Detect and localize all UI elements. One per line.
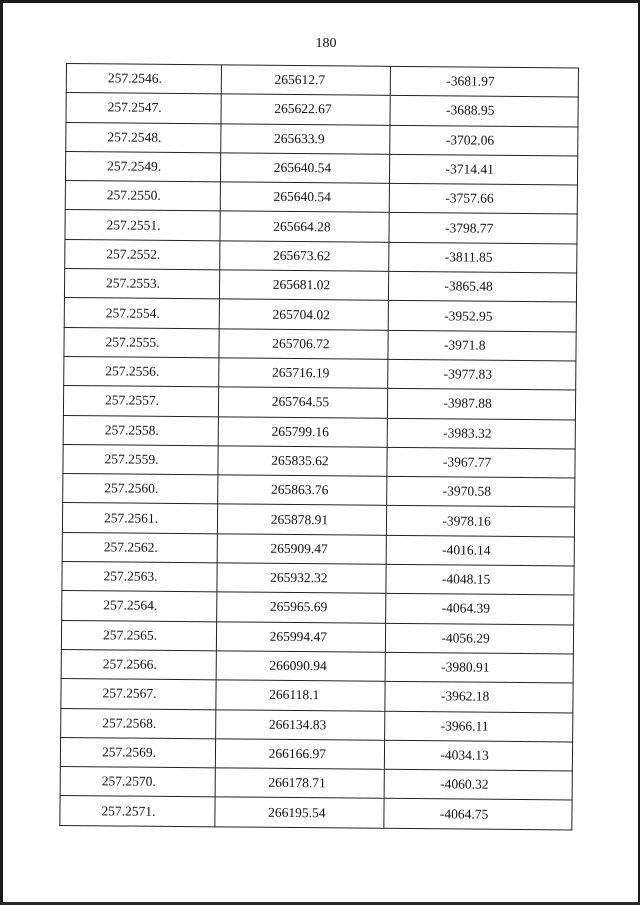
x-coordinate-cell: 266166.97 <box>215 739 385 770</box>
y-coordinate-cell: -4056.29 <box>386 623 574 654</box>
point-id-cell: 257.2563. <box>62 562 217 593</box>
y-coordinate-cell: -3798.77 <box>389 213 577 244</box>
table-row <box>61 649 573 683</box>
table-row <box>63 386 575 420</box>
x-coordinate-cell: 266118.1 <box>216 680 386 711</box>
scan-border-top <box>0 0 640 3</box>
point-id-cell: 257.2551. <box>65 210 220 241</box>
x-coordinate-cell: 265706.72 <box>219 329 389 360</box>
x-coordinate-cell: 265994.47 <box>216 621 386 652</box>
table-row <box>65 210 577 244</box>
y-coordinate-cell: -4016.14 <box>387 535 575 566</box>
x-coordinate-cell: 265673.62 <box>219 241 389 272</box>
table-row <box>64 327 576 361</box>
x-coordinate-cell: 265612.7 <box>221 65 391 96</box>
table-row <box>63 415 575 449</box>
x-coordinate-cell: 265764.55 <box>218 387 388 418</box>
table-row <box>66 64 578 98</box>
y-coordinate-cell: -4064.75 <box>384 799 572 830</box>
y-coordinate-cell: -3962.18 <box>385 682 573 713</box>
y-coordinate-cell: -3967.77 <box>387 447 575 478</box>
y-coordinate-cell: -3980.91 <box>386 652 574 683</box>
point-id-cell: 257.2555. <box>64 327 219 358</box>
y-coordinate-cell: -3978.16 <box>387 506 575 537</box>
x-coordinate-cell: 265878.91 <box>217 504 387 535</box>
point-id-cell: 257.2561. <box>62 503 217 534</box>
x-coordinate-cell: 266178.71 <box>215 768 385 799</box>
y-coordinate-cell: -3987.88 <box>388 389 576 420</box>
point-id-cell: 257.2550. <box>65 181 220 212</box>
point-id-cell: 257.2559. <box>63 444 218 475</box>
table-row <box>62 562 574 596</box>
x-coordinate-cell: 265664.28 <box>220 211 390 242</box>
table-row <box>65 151 577 185</box>
point-id-cell: 257.2556. <box>64 356 219 387</box>
y-coordinate-cell: -3865.48 <box>389 271 577 302</box>
point-id-cell: 257.2560. <box>63 474 218 505</box>
y-coordinate-cell: -3757.66 <box>390 184 578 215</box>
point-id-cell: 257.2546. <box>66 64 221 95</box>
x-coordinate-cell: 265633.9 <box>220 123 390 154</box>
y-coordinate-cell: -3977.83 <box>388 359 576 390</box>
table-row <box>65 239 577 273</box>
coordinates-table <box>59 63 579 830</box>
point-id-cell: 257.2570. <box>60 767 215 798</box>
page-number: 180 <box>315 36 337 51</box>
x-coordinate-cell: 266090.94 <box>216 651 386 682</box>
x-coordinate-cell: 265835.62 <box>218 446 388 477</box>
point-id-cell: 257.2549. <box>65 151 220 182</box>
table-row <box>62 591 574 625</box>
point-id-cell: 257.2547. <box>66 93 221 124</box>
y-coordinate-cell: -3714.41 <box>390 154 578 185</box>
x-coordinate-cell: 265704.02 <box>219 299 389 330</box>
point-id-cell: 257.2554. <box>64 298 219 329</box>
table-row <box>61 708 573 742</box>
table-row <box>65 181 577 215</box>
y-coordinate-cell: -3681.97 <box>391 66 579 97</box>
table-row <box>64 269 576 303</box>
point-id-cell: 257.2552. <box>65 239 220 270</box>
point-id-cell: 257.2566. <box>61 649 216 680</box>
table-row <box>60 737 572 771</box>
x-coordinate-cell: 265932.32 <box>217 563 387 594</box>
y-coordinate-cell: -4048.15 <box>386 564 574 595</box>
x-coordinate-cell: 265716.19 <box>218 358 388 389</box>
point-id-cell: 257.2562. <box>62 532 217 563</box>
point-id-cell: 257.2565. <box>61 620 216 651</box>
point-id-cell: 257.2558. <box>63 415 218 446</box>
table-row <box>66 122 578 156</box>
point-id-cell: 257.2564. <box>62 591 217 622</box>
table-row <box>66 93 578 127</box>
y-coordinate-cell: -4060.32 <box>384 769 572 800</box>
y-coordinate-cell: -3970.58 <box>387 476 575 507</box>
point-id-cell: 257.2548. <box>66 122 221 153</box>
point-id-cell: 257.2553. <box>64 269 219 300</box>
point-id-cell: 257.2569. <box>60 737 215 768</box>
x-coordinate-cell: 265909.47 <box>217 534 387 565</box>
scan-border-left <box>0 0 3 905</box>
y-coordinate-cell: -3688.95 <box>390 96 578 127</box>
x-coordinate-cell: 266134.83 <box>215 709 385 740</box>
x-coordinate-cell: 265640.54 <box>220 182 390 213</box>
table-row <box>63 474 575 508</box>
y-coordinate-cell: -3971.8 <box>388 330 576 361</box>
table-row <box>64 356 576 390</box>
table-row <box>60 767 572 801</box>
y-coordinate-cell: -3966.11 <box>385 711 573 742</box>
table-row <box>62 532 574 566</box>
point-id-cell: 257.2567. <box>61 679 216 710</box>
y-coordinate-cell: -3983.32 <box>388 418 576 449</box>
table-row <box>61 620 573 654</box>
x-coordinate-cell: 265965.69 <box>216 592 386 623</box>
x-coordinate-cell: 265863.76 <box>217 475 387 506</box>
y-coordinate-cell: -4034.13 <box>385 740 573 771</box>
coordinates-table-body <box>60 64 579 830</box>
point-id-cell: 257.2568. <box>61 708 216 739</box>
table-row <box>62 503 574 537</box>
table-row <box>61 679 573 713</box>
y-coordinate-cell: -4064.39 <box>386 594 574 625</box>
x-coordinate-cell: 265622.67 <box>221 94 391 125</box>
y-coordinate-cell: -3952.95 <box>389 301 577 332</box>
point-id-cell: 257.2571. <box>60 796 215 827</box>
x-coordinate-cell: 265640.54 <box>220 153 390 184</box>
x-coordinate-cell: 266195.54 <box>215 797 385 828</box>
x-coordinate-cell: 265799.16 <box>218 416 388 447</box>
y-coordinate-cell: -3811.85 <box>389 242 577 273</box>
table-row <box>60 796 572 830</box>
x-coordinate-cell: 265681.02 <box>219 270 389 301</box>
point-id-cell: 257.2557. <box>63 386 218 417</box>
table-row <box>63 444 575 478</box>
table-row <box>64 298 576 332</box>
y-coordinate-cell: -3702.06 <box>390 125 578 156</box>
